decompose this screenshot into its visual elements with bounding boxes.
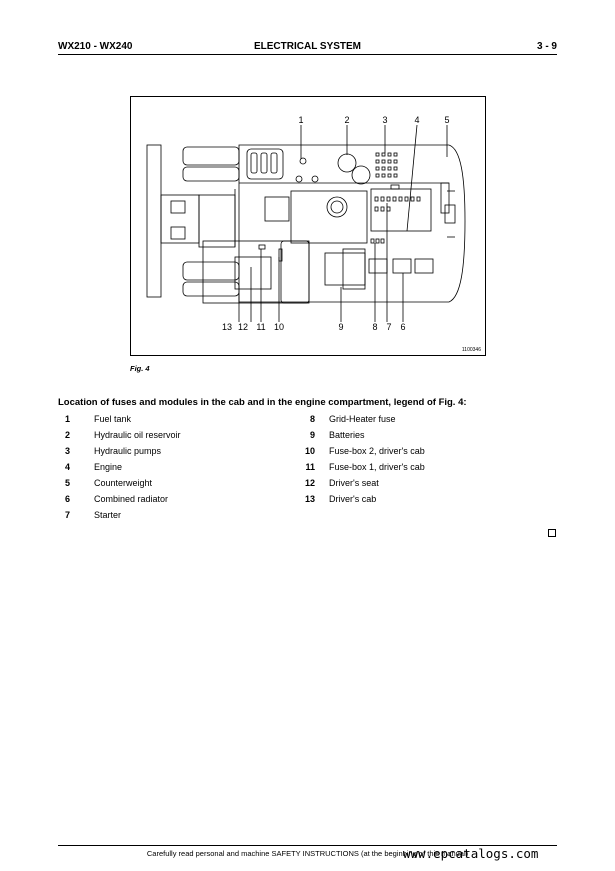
watermark: www.epcatalogs.com bbox=[403, 846, 539, 861]
legend-heading: Location of fuses and modules in the cab and in the engine compartment, legend of Fig. 4: bbox=[58, 397, 467, 408]
legend-number: 13 bbox=[304, 494, 315, 504]
callout-10: 10 bbox=[273, 322, 285, 332]
page-header bbox=[58, 41, 557, 55]
legend-number: 11 bbox=[305, 462, 315, 472]
callout-7: 7 bbox=[386, 322, 392, 332]
legend-label: Hydraulic pumps bbox=[94, 446, 162, 456]
legend-label: Batteries bbox=[329, 430, 365, 440]
legend-label: Engine bbox=[94, 462, 123, 472]
header-section-title: ELECTRICAL SYSTEM bbox=[253, 41, 362, 52]
legend-number: 4 bbox=[65, 462, 71, 472]
callout-8: 8 bbox=[372, 322, 378, 332]
legend-label: Fuse-box 1, driver's cab bbox=[329, 462, 425, 472]
legend-number: 1 bbox=[65, 414, 71, 424]
header-rule bbox=[58, 54, 557, 55]
callout-9: 9 bbox=[338, 322, 344, 332]
legend-number: 3 bbox=[65, 446, 71, 456]
legend-label: Counterweight bbox=[94, 478, 153, 488]
callout-1: 1 bbox=[298, 115, 304, 125]
legend-label: Driver's cab bbox=[329, 494, 377, 504]
legend-label: Hydraulic oil reservoir bbox=[94, 430, 181, 440]
legend-label: Fuel tank bbox=[94, 414, 132, 424]
figure-caption: Fig. 4 bbox=[130, 364, 150, 373]
legend-label: Fuse-box 2, driver's cab bbox=[329, 446, 425, 456]
callout-3: 3 bbox=[382, 115, 388, 125]
legend-label: Grid-Heater fuse bbox=[329, 414, 396, 424]
callout-4: 4 bbox=[414, 115, 420, 125]
callout-5: 5 bbox=[444, 115, 450, 125]
header-page-number: 3 - 9 bbox=[536, 41, 557, 52]
legend-number: 8 bbox=[309, 414, 315, 424]
header-model: WX210 - WX240 bbox=[58, 41, 133, 52]
legend-number: 7 bbox=[65, 510, 71, 520]
end-of-section-marker bbox=[548, 529, 556, 537]
legend-number: 6 bbox=[65, 494, 71, 504]
legend-number: 9 bbox=[309, 430, 315, 440]
callout-6: 6 bbox=[400, 322, 406, 332]
legend-number: 12 bbox=[304, 478, 315, 488]
legend-label: Combined radiator bbox=[94, 494, 169, 504]
legend-label: Driver's seat bbox=[329, 478, 379, 488]
callout-13: 13 bbox=[221, 322, 233, 332]
machine-top-view-diagram bbox=[131, 97, 485, 355]
callout-12: 12 bbox=[237, 322, 249, 332]
footer-safety-note: Carefully read personal and machine SAFETY INSTRUCTIONS (at the beginning of this manual) bbox=[146, 849, 469, 858]
figure-image-id: 1100346 bbox=[461, 347, 481, 353]
legend-number: 10 bbox=[304, 446, 315, 456]
figure-frame bbox=[130, 96, 486, 356]
legend-number: 2 bbox=[65, 430, 71, 440]
legend-number: 5 bbox=[65, 478, 71, 488]
legend-label: Starter bbox=[94, 510, 122, 520]
callout-2: 2 bbox=[344, 115, 350, 125]
callout-11: 11 bbox=[256, 322, 266, 332]
